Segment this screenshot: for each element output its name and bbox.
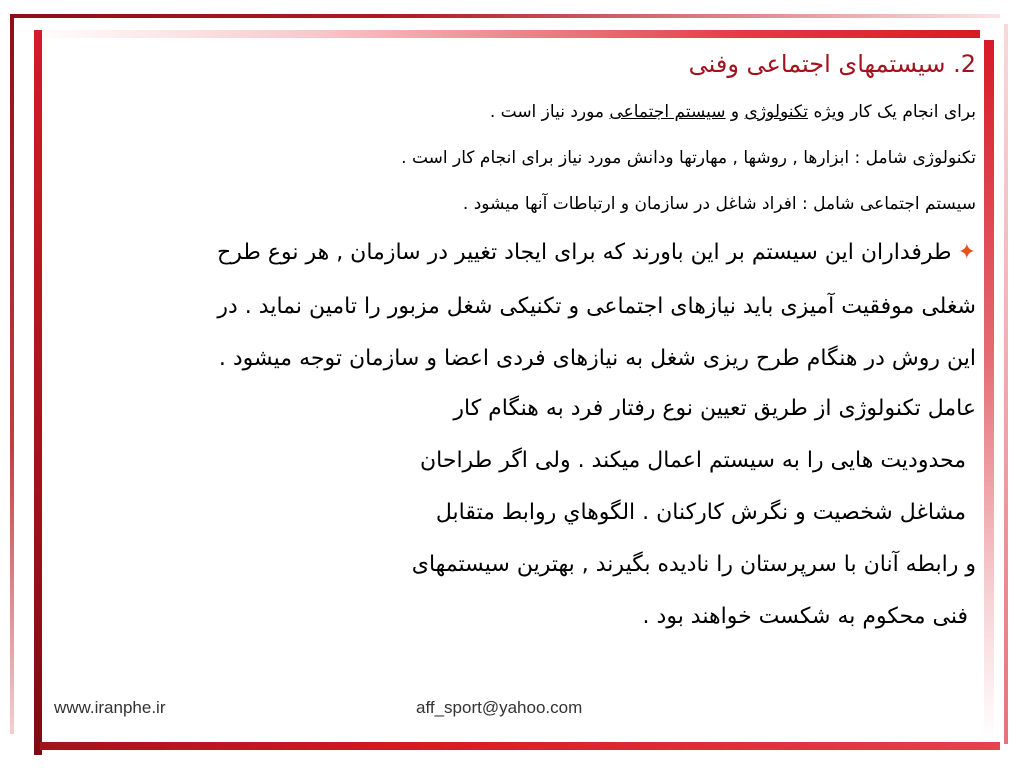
bullet-star-icon: ✦: [957, 240, 976, 265]
technology-definition: تکنولوژی شامل : ابزارها , روشها , مهارتها ودانش مورد نیاز برای انجام کار است .: [401, 148, 976, 168]
right-thick-bar: [984, 40, 994, 740]
term-social-system: سیستم اجتماعی: [609, 102, 726, 122]
intro-suffix: مورد نیاز است .: [489, 102, 610, 122]
top-thick-bar: [30, 30, 980, 38]
footer-website[interactable]: www.iranphe.ir: [54, 698, 166, 717]
body-line-1: [217, 240, 976, 265]
body-line-2: شغلی موفقیت آمیزی باید نیازهای اجتماعی و تکنیکی شغل مزبور را تامین نماید . در: [217, 294, 976, 319]
term-technology: تکنولوژی: [744, 102, 809, 122]
left-thick-bar: [34, 30, 42, 755]
right-thin-bar: [1004, 24, 1008, 744]
body-line-1-text: طرفداران این سیستم بر این باورند که برای ایجاد تغییر در سازمان , هر نوع طرح: [217, 240, 952, 265]
slide-title: 2. سیستمهای اجتماعی وفنی: [688, 50, 976, 78]
intro-mid: و: [725, 102, 745, 122]
social-system-definition: سیستم اجتماعی شامل : افراد شاغل در سازمان و ارتباطات آنها میشود .: [462, 194, 976, 214]
intro-prefix: برای انجام یک کار ویژه: [808, 102, 976, 122]
body-line-8: فنی محکوم به شکست خواهند بود .: [642, 604, 968, 629]
body-line-3: این روش در هنگام طرح ریزی شغل به نیازهای فردی اعضا و سازمان توجه میشود .: [218, 346, 976, 371]
bottom-thick-bar: [40, 742, 1000, 750]
body-line-4: عامل تکنولوژی از طریق تعیین نوع رفتار فرد به هنگام کار: [453, 396, 976, 421]
body-line-5: محدودیت هایی را به سیستم اعمال میکند . ولی اگر طراحان: [419, 448, 966, 473]
left-thin-bar: [10, 14, 14, 734]
intro-line: [490, 102, 976, 122]
body-line-6: مشاغل شخصیت و نگرش کارکنان . الگوهاي روابط متقابل: [435, 500, 966, 525]
top-thin-bar: [10, 14, 1000, 18]
footer-email[interactable]: aff_sport@yahoo.com: [416, 698, 583, 717]
body-line-7: و رابطه آنان با سرپرستان را نادیده بگیرند , بهترین سیستمهای: [411, 552, 976, 577]
